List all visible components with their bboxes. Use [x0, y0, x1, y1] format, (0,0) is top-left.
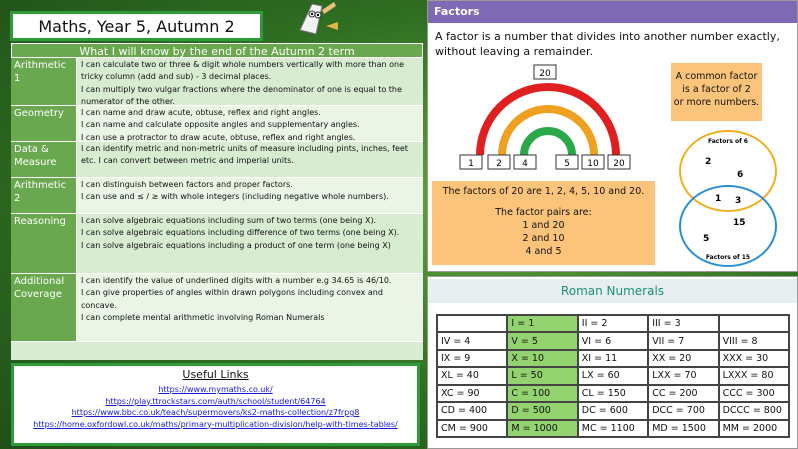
roman-cell: X = 10 [507, 350, 577, 367]
factors-panel [427, 0, 798, 272]
roman-cell: XL = 40 [437, 367, 507, 384]
objective-line: I can solve algebraic equations including difference of two terms (one being X). [81, 228, 400, 238]
roman-cell: LXX = 70 [648, 367, 718, 384]
objective-line: I can multiply two vulgar fractions where the denominator of one is equal to the numerator of the other. [81, 84, 402, 107]
roman-cell: III = 3 [648, 315, 718, 332]
objective-row [11, 214, 423, 274]
roman-cell: VI = 6 [578, 332, 648, 349]
roman-cell: VII = 7 [648, 332, 718, 349]
roman-cell: MD = 1500 [648, 420, 718, 437]
venn-both-1: 1 [715, 194, 722, 204]
roman-cell: DC = 600 [578, 402, 648, 419]
factors-summary: The factors of 20 are 1, 2, 4, 5, 10 and 20. [442, 186, 645, 197]
objective-line: I can use and ≤ / ≥ with whole integers (including negative whole numbers). [81, 192, 389, 202]
rainbow-number: 20 [613, 159, 625, 169]
venn-a-1: 2 [705, 157, 712, 167]
useful-links-title: Useful Links [182, 368, 249, 381]
objective-content [77, 274, 423, 341]
venn-both-2: 3 [735, 196, 742, 206]
objective-line: I can solve algebraic equations including sum of two terms (one being X). [81, 216, 377, 225]
factors-of-20-box [432, 181, 655, 265]
pair-3: 4 and 5 [525, 246, 562, 257]
link-bbc-supermovers[interactable]: https://www.bbc.co.uk/teach/supermovers/ks2-maths-collection/z7frpg8 [71, 408, 360, 417]
roman-cell: IX = 9 [437, 350, 507, 367]
roman-cell: LX = 60 [578, 367, 648, 384]
roman-cell [437, 315, 507, 332]
rainbow-number: 4 [522, 159, 528, 169]
roman-numerals-table [436, 314, 790, 438]
factor-rainbow-diagram [458, 63, 638, 173]
objective-row [11, 178, 423, 214]
roman-cell: II = 2 [578, 315, 648, 332]
roman-cell: VIII = 8 [719, 332, 789, 349]
rainbow-number: 1 [468, 159, 474, 169]
roman-cell: M = 1000 [507, 420, 577, 437]
common-factor-note [671, 63, 762, 121]
objectives-header: What I will know by the end of the Autumn 2 term [11, 43, 423, 58]
objective-line: I can name and calculate opposite angles and supplementary angles. [81, 120, 360, 130]
common-line-3: or more numbers. [673, 97, 760, 108]
objective-line: I can identify metric and non-metric units of measure including pints, inches, feet etc. I can convert between metric and imperial units. [81, 144, 408, 166]
roman-cell: LXXX = 80 [719, 367, 789, 384]
objective-line: I can use a protractor to draw acute, obtuse, reflex and right angles. [81, 132, 356, 142]
learning-objectives-table [11, 43, 423, 360]
roman-cell: DCCC = 800 [719, 402, 789, 419]
objective-row [11, 58, 423, 106]
common-line-2: is a factor of 2 [682, 84, 751, 95]
objective-line: I can distinguish between factors and proper factors. [81, 180, 293, 189]
roman-cell: IV = 4 [437, 332, 507, 349]
objective-line: I can solve algebraic equations including a product of one term (one being X) [81, 240, 391, 250]
objective-row [11, 142, 423, 178]
roman-cell: MM = 2000 [719, 420, 789, 437]
objective-content [77, 214, 423, 273]
rainbow-number: 2 [496, 159, 502, 169]
rainbow-number: 5 [564, 159, 570, 169]
venn-a-2: 6 [737, 170, 744, 180]
objective-content [77, 142, 423, 177]
roman-cell: I = 1 [507, 315, 577, 332]
pair-2: 2 and 10 [522, 233, 565, 244]
objective-line: I can complete mental arithmetic involving Roman Numerals [81, 313, 325, 323]
venn-label-b: Factors of 15 [705, 254, 751, 261]
roman-cell: CCC = 300 [719, 385, 789, 402]
venn-label-a: Factors of 6 [708, 138, 748, 145]
roman-cell: CC = 200 [648, 385, 718, 402]
objective-category: Arithmetic 1 [11, 58, 77, 105]
page-title: Maths, Year 5, Autumn 2 [10, 11, 263, 41]
roman-cell: XX = 20 [648, 350, 718, 367]
factor-definition: A factor is a number that divides into another number exactly, without leaving a remainder. [435, 30, 780, 58]
objective-category: Geometry [11, 106, 77, 141]
roman-cell: CL = 150 [578, 385, 648, 402]
link-mymaths[interactable]: https://www.mymaths.co.uk/ [158, 385, 273, 394]
pair-1: 1 and 20 [522, 220, 565, 231]
objective-line: I can identify the value of underlined digits with a number e.g 34.65 is 46/10. [81, 276, 392, 285]
roman-title: Roman Numerals [428, 279, 797, 303]
objective-line: I can give properties of angles within drawn polygons including convex and concave. [81, 288, 383, 310]
roman-cell: XC = 90 [437, 385, 507, 402]
common-line-1: A common factor [675, 71, 758, 82]
roman-cell: DCC = 700 [648, 402, 718, 419]
objective-category: Data & Measure [11, 142, 77, 177]
rainbow-number: 10 [587, 159, 599, 169]
roman-cell: CM = 900 [437, 420, 507, 437]
link-ttrockstars[interactable]: https://play.ttrockstars.com/auth/school/student/64764 [105, 396, 326, 406]
objective-content [77, 106, 423, 141]
useful-links-box [11, 363, 420, 446]
venn-diagram [673, 129, 783, 269]
roman-cell: L = 50 [507, 367, 577, 384]
roman-cell [719, 315, 789, 332]
roman-cell: D = 500 [507, 402, 577, 419]
objective-row [11, 274, 423, 342]
factors-title: Factors [428, 1, 797, 23]
objective-category: Reasoning [11, 214, 77, 273]
objective-category: Arithmetic 2 [11, 178, 77, 213]
objective-row [11, 106, 423, 142]
roman-cell: XI = 11 [578, 350, 648, 367]
roman-cell: C = 100 [507, 385, 577, 402]
objective-category: Additional Coverage [11, 274, 77, 341]
objective-content [77, 58, 423, 105]
objective-line: I can name and draw acute, obtuse, reflex and right angles. [81, 108, 321, 117]
objective-line: I can calculate two or three & digit whole numbers vertically with more than one tricky column (add and sub) - 3 decimal places. [81, 60, 404, 82]
rainbow-top-number: 20 [539, 69, 551, 79]
roman-cell: MC = 1100 [578, 420, 648, 437]
venn-b-1: 15 [733, 218, 746, 228]
roman-cell: CD = 400 [437, 402, 507, 419]
roman-cell: XXX = 30 [719, 350, 789, 367]
mascot-icon [296, 0, 342, 38]
roman-cell: V = 5 [507, 332, 577, 349]
link-oxfordowl[interactable]: https://home.oxfordowl.co.uk/maths/primary-multiplication-division/help-with-times-tables/ [33, 419, 398, 429]
venn-b-2: 5 [703, 234, 710, 244]
pairs-title: The factor pairs are: [495, 207, 592, 218]
roman-numerals-panel [427, 276, 798, 449]
objective-content [77, 178, 423, 213]
